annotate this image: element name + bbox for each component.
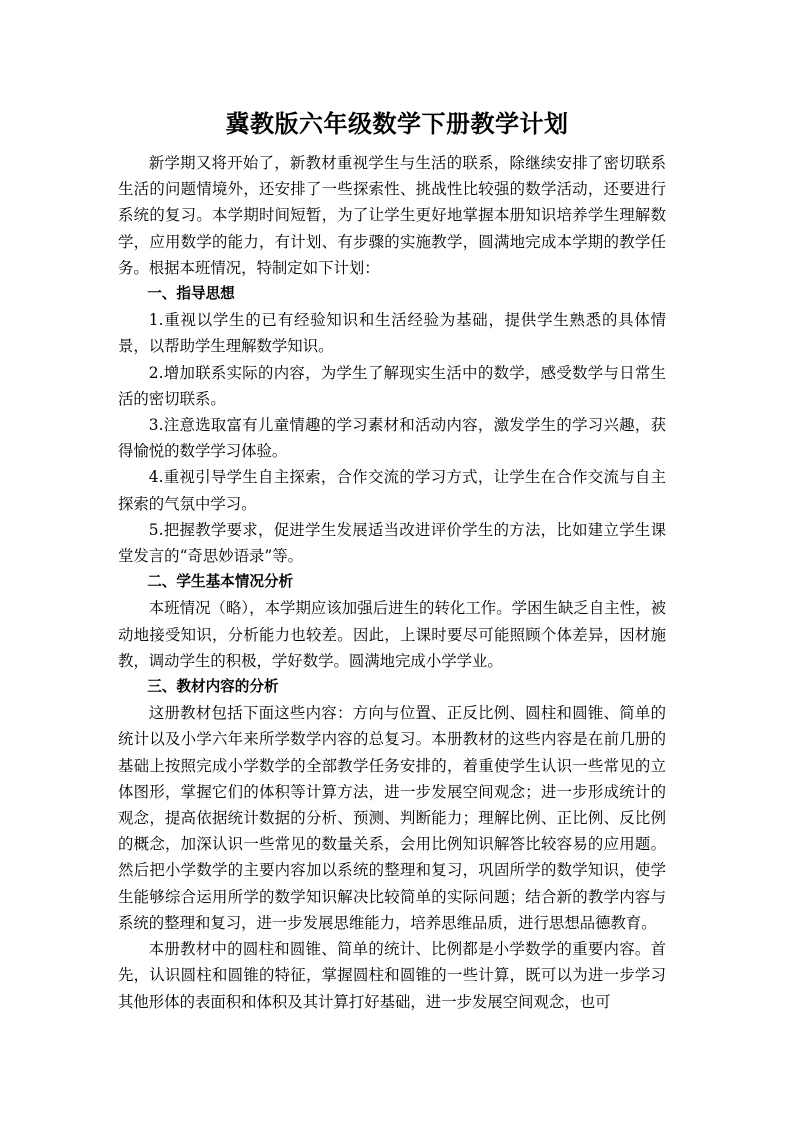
list-item-2: 2.增加联系实际的内容，为学生了解现实生活中的数学，感受数学与日常生活的密切联系。 xyxy=(118,363,666,408)
list-item-5: 5.把握教学要求，促进学生发展适当改进评价学生的方法，比如建立学生课堂发言的“奇思妙语录”等。 xyxy=(118,520,666,566)
intro-paragraph: 新学期又将开始了，新教材重视学生与生活的联系，除继续安排了密切联系生活的问题情境外，还安排了一些探索性、挑战性比较强的数学活动，还要进行系统的复习。本学期时间短暂，为了让学生更好地掌握本册知识培养学生理解数学，应用数学的能力，有计划、有步骤的实施教学，圆满地完成本学期的教学任务。根据本班情况，特制定如下计划： xyxy=(118,154,666,277)
student-analysis-paragraph: 本班情况（略），本学期应该加强后进生的转化工作。学困生缺乏自主性，被动地接受知识，分析能力也较差。因此，上课时要尽可能照顾个体差异，因材施教，调动学生的积极，学好数学。圆满地完成小学学业。 xyxy=(118,599,666,670)
section-heading-guiding-ideas: 一、指导思想 xyxy=(147,285,235,303)
textbook-importance-paragraph: 本册教材中的圆柱和圆锥、简单的统计、比例都是小学数学的重要内容。首先，认识圆柱和圆锥的特征，掌握圆柱和圆锥的一些计算，既可以为进一步学习其他形体的表面积和体积及其计算打好基础，进一步发展空间观念，也可 xyxy=(118,940,666,1011)
document-body xyxy=(118,150,666,1015)
list-item-3: 3.注意选取富有儿童情趣的学习素材和活动内容，激发学生的学习兴趣，获得愉悦的数学学习体验。 xyxy=(118,416,666,461)
list-item-4: 4.重视引导学生自主探索，合作交流的学习方式，让学生在合作交流与自主探索的气氛中学习。 xyxy=(118,468,666,513)
section-heading-student-analysis: 二、学生基本情况分析 xyxy=(147,573,294,591)
textbook-analysis-paragraph: 这册教材包括下面这些内容：方向与位置、正反比例、圆柱和圆锥、简单的统计以及小学六年来所学数学内容的总复习。本册教材的这些内容是在前几册的基础上按照完成小学数学的全部教学任务安排的，着重使学生认识一些常见的立体图形，掌握它们的体积等计算方法，进一步发展空间观念；进一步形成统计的观念，提高依据统计数据的分析、预测、判断能力；理解比例、正比例、反比例的概念，加深认识一些常见的数量关系，会用比例知识解答比较容易的应用题。然后把小学数学的主要内容加以系统的整理和复习，巩固所学的数学知识，使学生能够综合运用所学的数学知识解决比较简单的实际问题；结合新的教学内容与系统的整理和复习，进一步发展思维能力，培养思维品质，进行思想品德教育。 xyxy=(118,704,666,932)
list-item-1: 1.重视以学生的已有经验知识和生活经验为基础，提供学生熟悉的具体情景，以帮助学生理解数学知识。 xyxy=(118,311,666,356)
document-title: 冀教版六年级数学下册教学计划 xyxy=(225,110,569,138)
section-heading-textbook-analysis: 三、教材内容的分析 xyxy=(147,678,279,696)
